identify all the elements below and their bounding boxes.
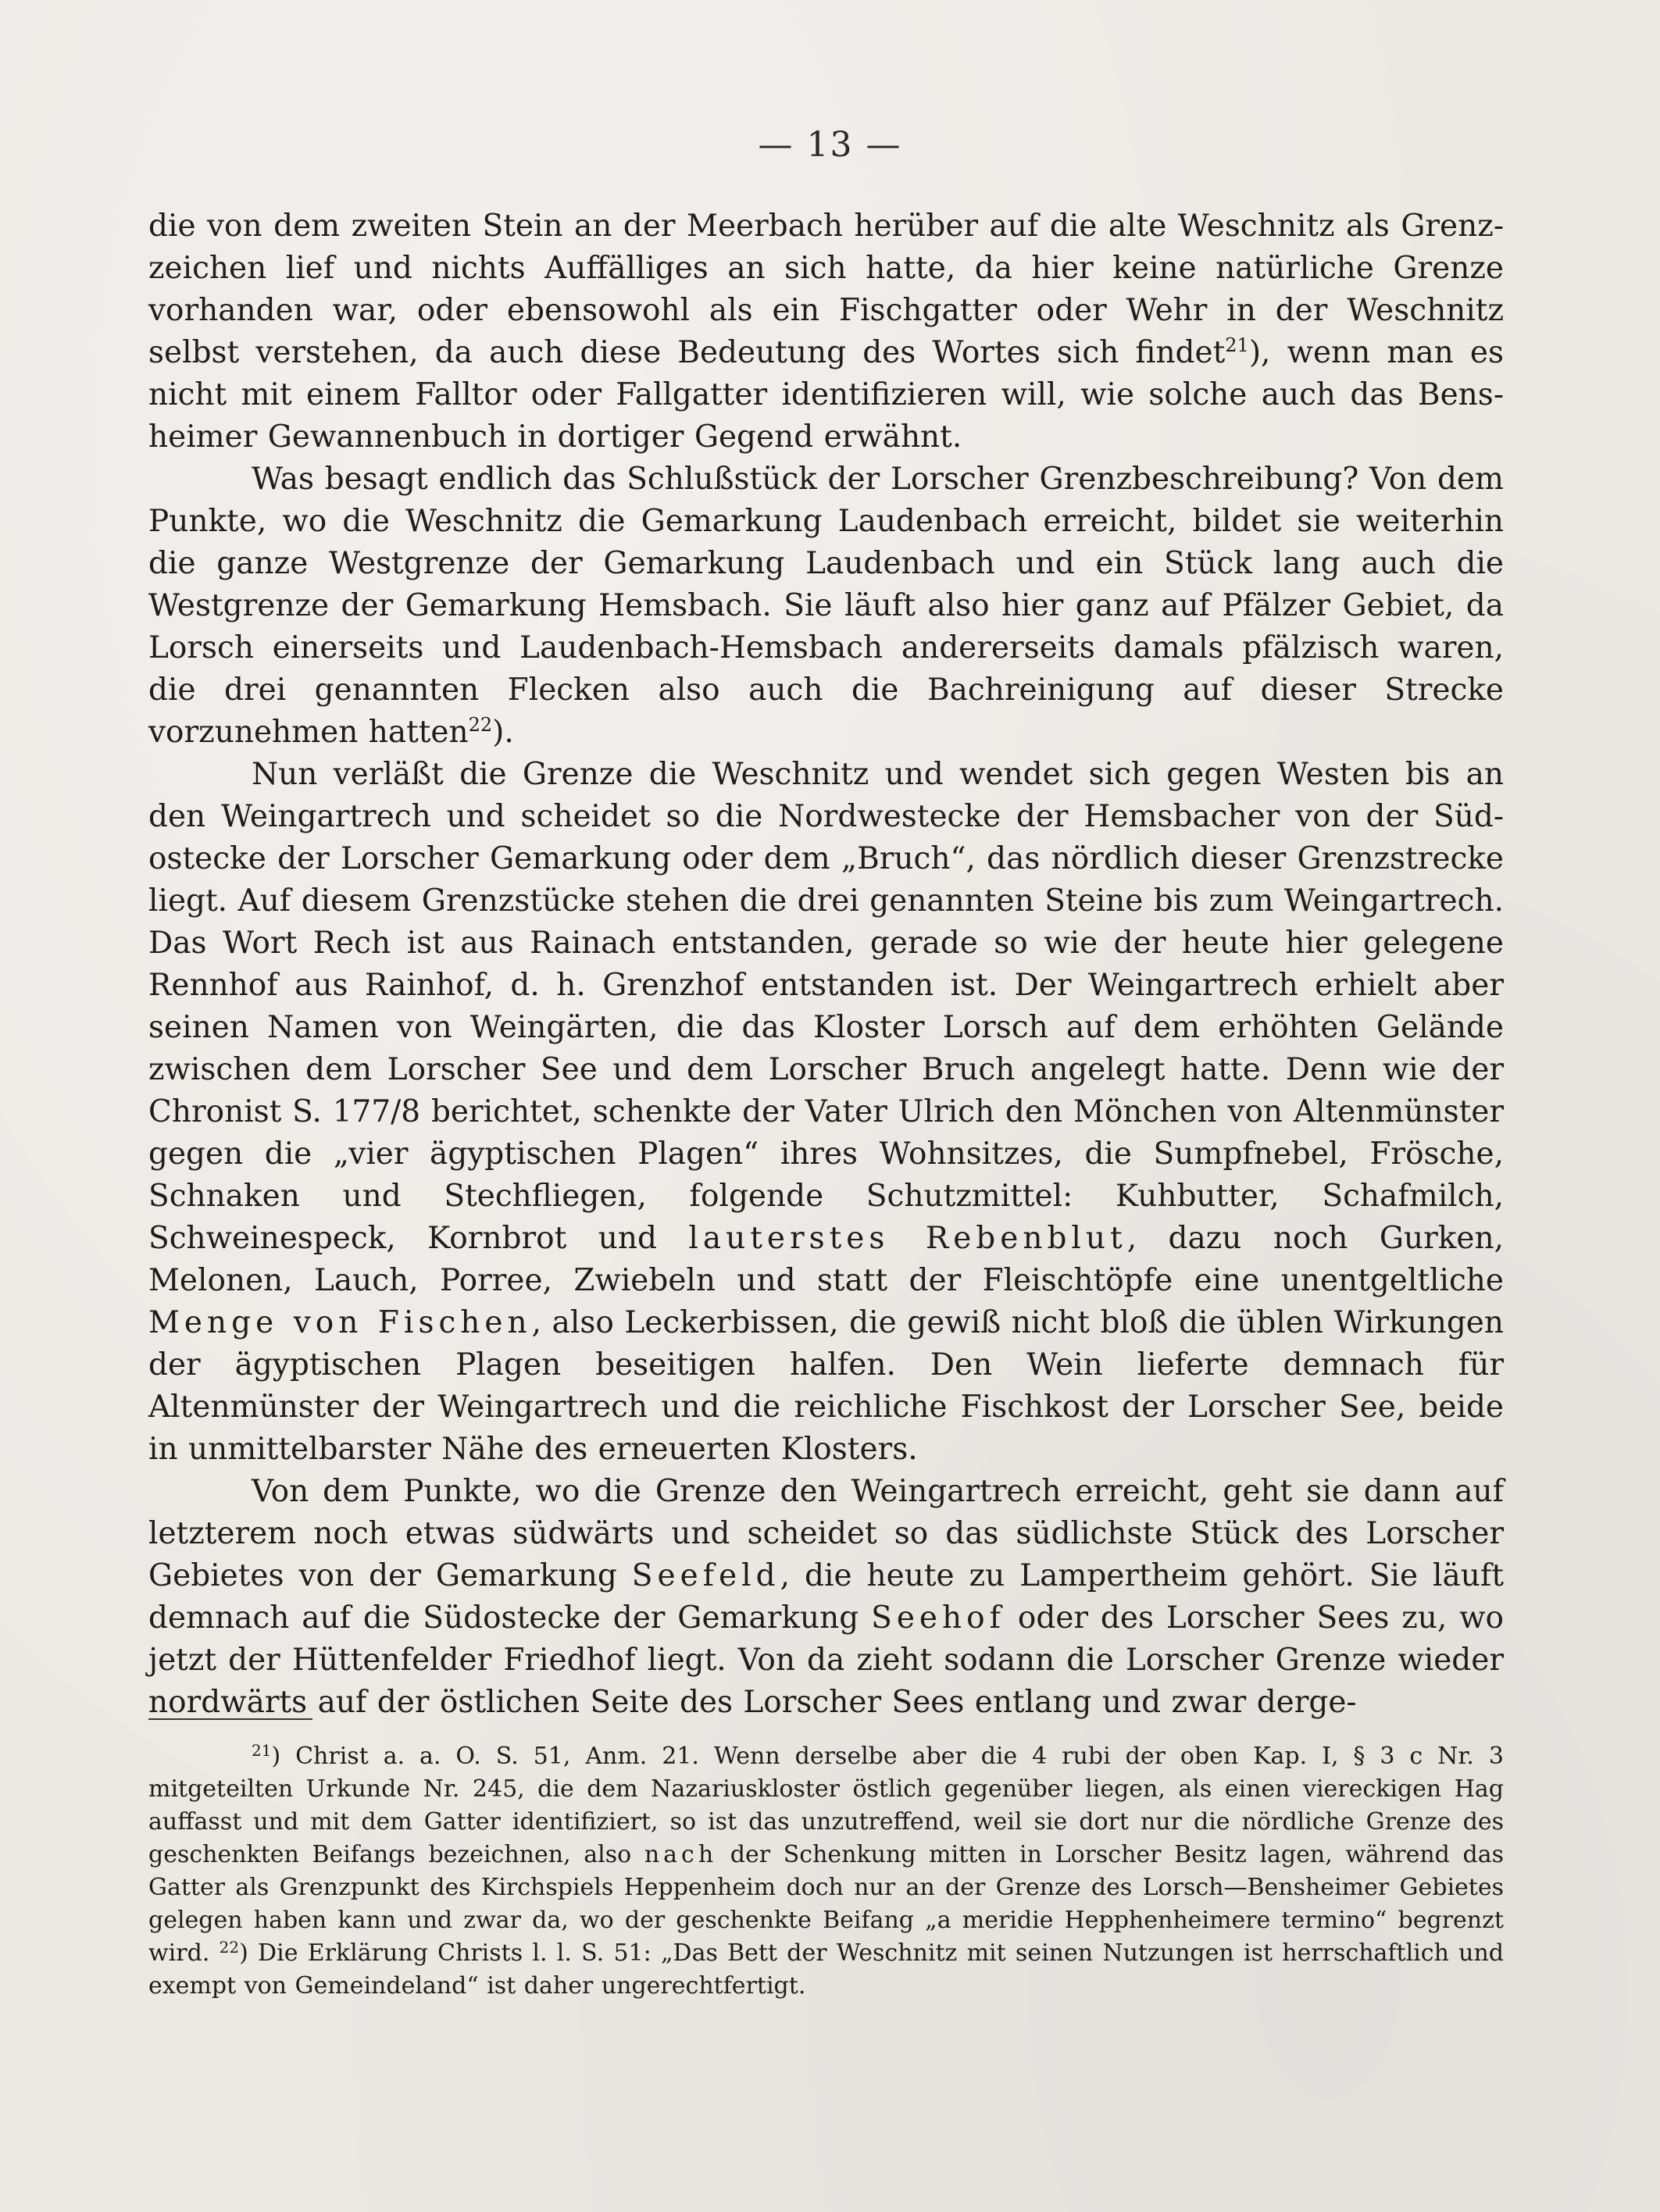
paragraph-3-part-c: , also Leckerbissen, die gewiß nicht bloß die üblen Wirkungen der ägyptischen Plagen beseitigen halfen. Den Wein lieferte demnach für Altenmünster der Weingartrech und die reichliche Fischkost der Lorscher See, beide in unmittelbarster Nähe des erneuerten Klosters.: [148, 1305, 1504, 1467]
paragraph-1-part-a: die von dem zweiten Stein an der Meerbach herüber auf die alte Weschnitz als Grenzzeichen lief und nichts Auffälliges an sich hatte, da hier keine natürliche Grenze vorhanden war, oder ebensowohl als ein Fischgatter oder Wehr in der Weschnitz selbst verstehen, da auch diese Bedeutung des Wortes sich findet: [148, 209, 1504, 370]
paragraph-4-part-b: , die heute zu Lampertheim gehört. Sie läuft demnach auf die Südostecke der Gemarkung: [148, 1558, 1504, 1636]
footnote-mark-21: 21: [252, 1741, 272, 1760]
paragraph-1-part-b: ), wenn man es nicht mit einem Falltor oder Fallgatter identifizieren will, wie solche auch das Bensheimer Gewannenbuch in dortiger Gegend erwähnt.: [148, 335, 1504, 455]
emphasis-seehof: Seehof: [871, 1600, 1006, 1636]
paragraph-4: [148, 1471, 1504, 1724]
footnote-ref-21: 21: [1225, 334, 1249, 356]
paragraph-3-part-b: , dazu noch Gurken, Melonen, Lauch, Porree, Zwiebeln und statt der Fleischtöpfe eine unentgeltliche: [148, 1221, 1504, 1298]
footnote-ref-22: 22: [468, 714, 493, 736]
paragraph-1: [148, 205, 1504, 458]
footnote-21-part-a: ) Christ a. a. O. S. 51, Anm. 21. Wenn derselbe aber die 4 rubi der oben Kap. I, § 3 c Nr. 3 mitgeteilten Urkunde Nr. 245, die dem Nazariuskloster östlich gegenüber liegen, als einen viereckigen Hag auffasst und mit dem Gatter identifiziert, so ist das unzutreffend, weil sie dort nur die nördliche Grenze des geschenkten Beifangs bezeichnen, also: [148, 1743, 1504, 1868]
main-text: [148, 205, 1504, 1724]
emphasis-seefeld: Seefeld: [631, 1558, 780, 1593]
footnote-22-text: ) Die Erklärung Christs l. l. S. 51: „Das Bett der Weschnitz mit seinen Nutzungen ist herrschaftlich und exempt von Gemeindeland“ ist daher ungerechtfertigt.: [148, 1939, 1504, 2000]
footnote-21-emphasis: nach: [644, 1841, 718, 1868]
paragraph-4-part-c: oder des Lorscher Sees zu, wo jetzt der Hüttenfelder Friedhof liegt. Von da zieht sodann die Lorscher Grenze wieder nordwärts auf der östlichen Seite des Lorscher Sees entlang und zwar derge-: [148, 1600, 1504, 1720]
paragraph-3-part-a: Nun verläßt die Grenze die Weschnitz und wendet sich gegen Westen bis an den Weingartrech und scheidet so die Nordwestecke der Hemsbacher von der Südostecke der Lorscher Gemarkung oder dem „Bruch“, das nördlich dieser Grenzstrecke liegt. Auf diesem Grenzstücke stehen die drei genannten Steine bis zum Weingartrech. Das Wort Rech ist aus Rainach entstanden, gerade so wie der heute hier gelegene Rennhof aus Rainhof, d. h. Grenzhof entstanden ist. Der Weingartrech erhielt aber seinen Namen von Weingärten, die das Kloster Lorsch auf dem erhöhten Gelände zwischen dem Lorscher See und dem Lorscher Bruch angelegt hatte. Denn wie der Chronist S. 177/8 berichtet, schenkte der Vater Ulrich den Mönchen von Altenmünster gegen die „vier ägyptischen Plagen“ ihres Wohnsitzes, die Sumpfnebel, Frösche, Schnaken und Stechfliegen, folgende Schutzmittel: Kuhbutter, Schafmilch, Schweinespeck, Kornbrot und: [148, 757, 1504, 1256]
paragraph-2: [148, 458, 1504, 754]
emphasis-rebenblut: lauterstes Rebenblut: [688, 1221, 1127, 1256]
paragraph-4-part-a: Von dem Punkte, wo die Grenze den Weingartrech erreicht, geht sie dann auf letzterem noch etwas südwärts und scheidet so das südlichste Stück des Lorscher Gebietes von der Gemarkung: [148, 1474, 1504, 1593]
footnotes: [148, 1740, 1504, 2003]
footnote-mark-22: 22: [219, 1938, 240, 1957]
footnote-21-part-b: der Schenkung mitten in Lorscher Besitz lagen, während das Gatter als Grenzpunkt des Kirchspiels Heppenheim doch nur an der Grenze des Lorsch—Bensheimer Gebietes gelegen haben kann und zwar da, wo der geschenkte Beifang „a meridie Hepphenheimere termino“ begrenzt wird.: [148, 1841, 1505, 1967]
paragraph-3: [148, 754, 1504, 1471]
paragraph-2-part-b: ).: [492, 715, 514, 750]
emphasis-menge-von-fischen: Menge von Fischen: [148, 1305, 532, 1340]
footnote-block: [148, 1740, 1504, 2003]
page-number: — 13 —: [758, 125, 902, 165]
footnote-separator: [148, 1718, 312, 1720]
paragraph-2-part-a: Was besagt endlich das Schlußstück der Lorscher Grenzbeschreibung? Von dem Punkte, wo die Weschnitz die Gemarkung Laudenbach erreicht, bildet sie weiterhin die ganze Westgrenze der Gemarkung Laudenbach und ein Stück lang auch die Westgrenze der Gemarkung Hemsbach. Sie läuft also hier ganz auf Pfälzer Gebiet, da Lorsch einerseits und Laudenbach-Hemsbach andererseits damals pfälzisch waren, die drei genannten Flecken also auch die Bachreinigung auf dieser Strecke vorzunehmen hatten: [148, 462, 1504, 750]
